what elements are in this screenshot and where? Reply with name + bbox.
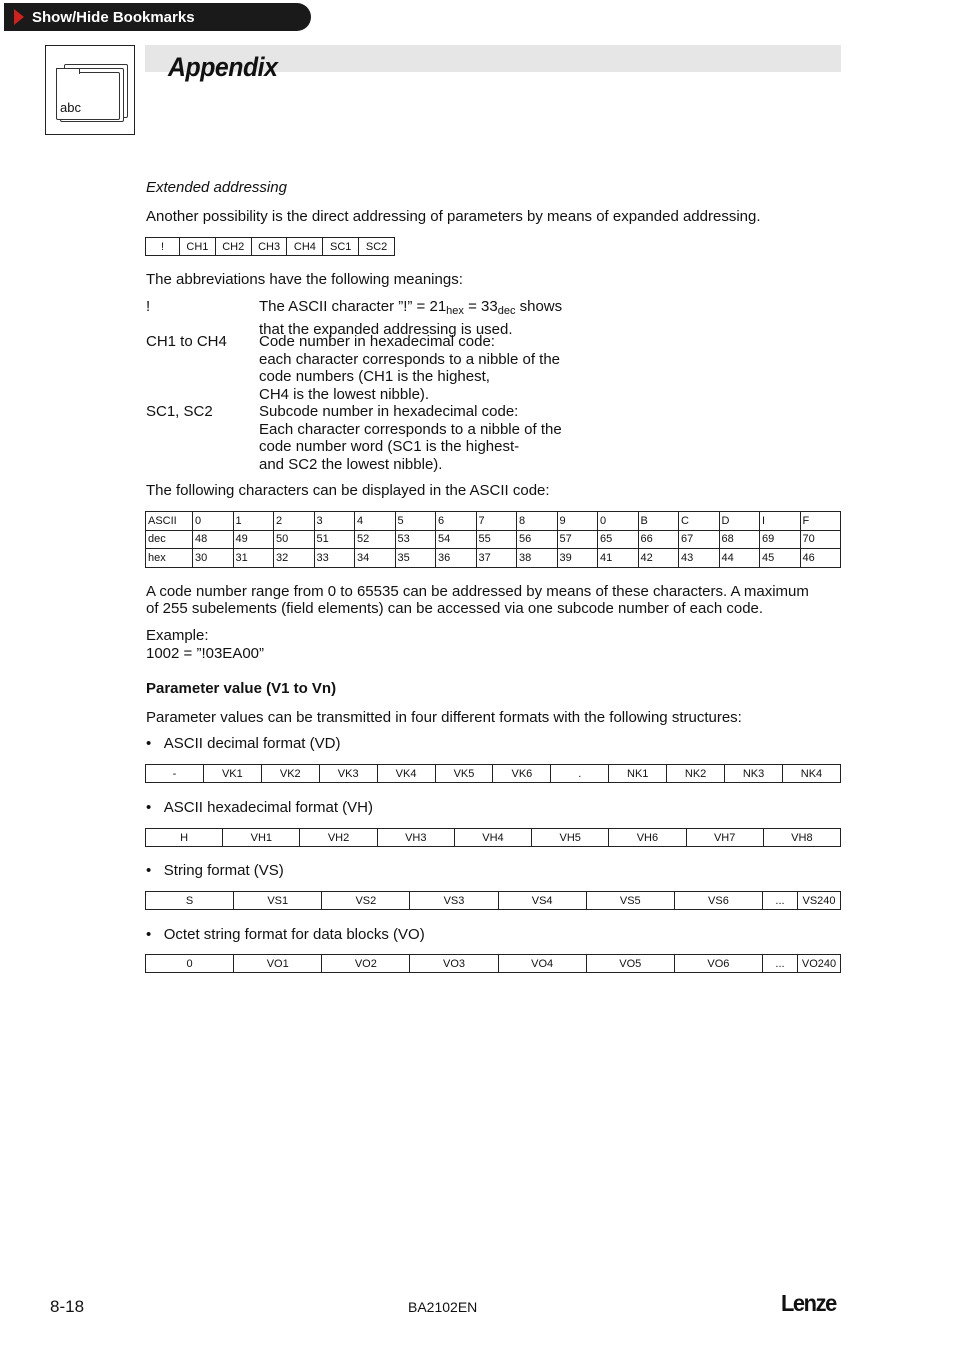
ascii-table-cell: B [638,512,679,531]
format-cell: NK4 [782,765,840,783]
section-heading: Extended addressing [146,179,287,196]
ascii-table-cell: 3 [314,512,355,531]
frame-cell: CH4 [287,238,323,256]
format-cell: VK3 [319,765,377,783]
ascii-table-row [146,549,841,568]
example-label: Example: [146,627,209,644]
ascii-table-cell: 55 [476,530,517,549]
format-cell: VS5 [586,892,674,910]
format-cell: VH5 [532,829,609,847]
frame-cell: CH2 [215,238,251,256]
ascii-table-cell: 70 [800,530,841,549]
ascii-table-cell: 45 [760,549,801,568]
param-intro: Parameter values can be transmitted in four different formats with the following structures: [146,709,742,726]
format-row [146,829,841,847]
ascii-table-cell: 53 [395,530,436,549]
format-item: • ASCII decimal format (VD) [146,735,341,752]
ascii-table-cell: D [719,512,760,531]
ascii-table-cell: 51 [314,530,355,549]
format-cell: - [146,765,204,783]
ascii-table-cell: 8 [517,512,558,531]
format-cell: ... [763,955,798,973]
ascii-table-cell: 54 [436,530,477,549]
abbrev-intro: The abbreviations have the following meanings: [146,271,463,288]
ascii-table-cell: 68 [719,530,760,549]
format-cell: VO6 [674,955,762,973]
ascii-table-cell: 48 [193,530,234,549]
frame-cell: ! [146,238,180,256]
ascii-table-cell: 7 [476,512,517,531]
format-row [146,892,841,910]
format-row [146,955,841,973]
page-number: 8-18 [50,1297,85,1316]
ascii-table-cell: 37 [476,549,517,568]
section-intro: Another possibility is the direct addressing of parameters by means of expanded addressing. [146,208,761,225]
format-cell: S [146,892,234,910]
format-cell: VS1 [234,892,322,910]
definition-text: Code number in hexadecimal code: each character corresponds to a nibble of the code numbers (CH1 is the highest, CH4 is the lowest nibble). [259,333,561,403]
ascii-table-cell: 46 [800,549,841,568]
ascii-table-cell: 41 [598,549,639,568]
format-cell: VK1 [203,765,261,783]
format-vh-table [145,828,841,847]
format-cell: VH8 [763,829,840,847]
format-cell: VO1 [234,955,322,973]
ascii-table-cell: 38 [517,549,558,568]
format-cell: H [146,829,223,847]
format-cell: 0 [146,955,234,973]
address-frame-table [145,237,395,256]
ascii-table-cell: 43 [679,549,720,568]
format-cell: . [551,765,609,783]
ascii-table-cell: ASCII [146,512,193,531]
definition-term: CH1 to CH4 [146,333,227,350]
definition-text: The ASCII character ”!” = $21_{hex} = 33_{dec}$ shows that the expanded addressing is used. [259,298,563,338]
format-cell: VK2 [261,765,319,783]
format-cell: VK5 [435,765,493,783]
ascii-table-cell: 42 [638,549,679,568]
ascii-table [145,511,841,568]
format-cell: VH2 [300,829,377,847]
ascii-table-cell: 34 [355,549,396,568]
format-row [146,765,841,783]
format-vo-table [145,954,841,973]
format-cell: VO5 [586,955,674,973]
format-cell: NK3 [725,765,783,783]
format-cell: VO2 [322,955,410,973]
format-item: • ASCII hexadecimal format (VH) [146,799,373,816]
definition-text: Subcode number in hexadecimal code: Each character corresponds to a nibble of the code number word (SC1 is the highest- and SC2 the lowest nibble). [259,403,562,473]
ascii-table-cell: C [679,512,720,531]
page-title: Appendix [168,52,278,82]
ascii-intro: The following characters can be displayed in the ASCII code: [146,482,550,499]
frame-cell: CH3 [251,238,287,256]
bookmarks-label: Show/Hide Bookmarks [32,8,195,26]
definition-term: ! [146,298,151,315]
ascii-table-cell: 6 [436,512,477,531]
ascii-table-cell: I [760,512,801,531]
brand-logo: Lenze [781,1290,836,1316]
ascii-table-cell: 66 [638,530,679,549]
format-cell: NK1 [609,765,667,783]
format-cell: VS240 [798,892,841,910]
ascii-table-cell: 2 [274,512,315,531]
format-cell: VK6 [493,765,551,783]
format-cell: VK4 [377,765,435,783]
chapter-icon-label: abc [60,100,81,115]
ascii-table-cell: dec [146,530,193,549]
ascii-table-cell: 67 [679,530,720,549]
ascii-table-cell: 52 [355,530,396,549]
ascii-table-cell: 0 [598,512,639,531]
triangle-right-icon [14,9,24,25]
show-hide-bookmarks-button[interactable] [4,3,311,31]
range-text-line-2: of 255 subelements (field elements) can be accessed via one subcode number of each code. [146,600,764,617]
format-cell: VO3 [410,955,498,973]
example-value: 1002 = ”!03EA00” [146,645,265,662]
ascii-table-cell: 56 [517,530,558,549]
ascii-table-cell: 49 [233,530,274,549]
format-cell: ... [763,892,798,910]
ascii-table-cell: 5 [395,512,436,531]
ascii-table-cell: 69 [760,530,801,549]
ascii-table-cell: hex [146,549,193,568]
range-text-line-1: A code number range from 0 to 65535 can be addressed by means of these characters. A maximum [146,583,809,600]
ascii-table-cell: 1 [233,512,274,531]
format-cell: VS6 [674,892,762,910]
format-cell: VS4 [498,892,586,910]
format-cell: VO4 [498,955,586,973]
format-cell: VS3 [410,892,498,910]
format-cell: VH7 [686,829,763,847]
format-cell: NK2 [667,765,725,783]
ascii-table-cell: 35 [395,549,436,568]
ascii-table-row [146,530,841,549]
format-cell: VS2 [322,892,410,910]
format-cell: VH6 [609,829,686,847]
format-item: • Octet string format for data blocks (VO) [146,926,425,943]
frame-cell: SC1 [323,238,359,256]
ascii-table-cell: 9 [557,512,598,531]
ascii-table-cell: 39 [557,549,598,568]
format-cell: VH3 [377,829,454,847]
param-heading: Parameter value (V1 to Vn) [146,680,337,697]
frame-cell: SC2 [359,238,395,256]
ascii-table-cell: F [800,512,841,531]
doc-code: BA2102EN [408,1299,478,1315]
format-vd-table [145,764,841,783]
ascii-table-cell: 44 [719,549,760,568]
chapter-icon [45,45,135,135]
ascii-table-cell: 57 [557,530,598,549]
format-item: • String format (VS) [146,862,284,879]
format-cell: VO240 [798,955,841,973]
ascii-table-cell: 33 [314,549,355,568]
format-cell: VH4 [454,829,531,847]
ascii-table-cell: 65 [598,530,639,549]
format-cell: VH1 [223,829,300,847]
ascii-table-cell: 0 [193,512,234,531]
definition-term: SC1, SC2 [146,403,213,420]
ascii-table-cell: 50 [274,530,315,549]
ascii-table-cell: 30 [193,549,234,568]
ascii-table-cell: 32 [274,549,315,568]
format-vs-table [145,891,841,910]
frame-cell: CH1 [180,238,216,256]
ascii-table-cell: 4 [355,512,396,531]
ascii-table-cell: 31 [233,549,274,568]
ascii-table-row [146,512,841,531]
ascii-table-cell: 36 [436,549,477,568]
